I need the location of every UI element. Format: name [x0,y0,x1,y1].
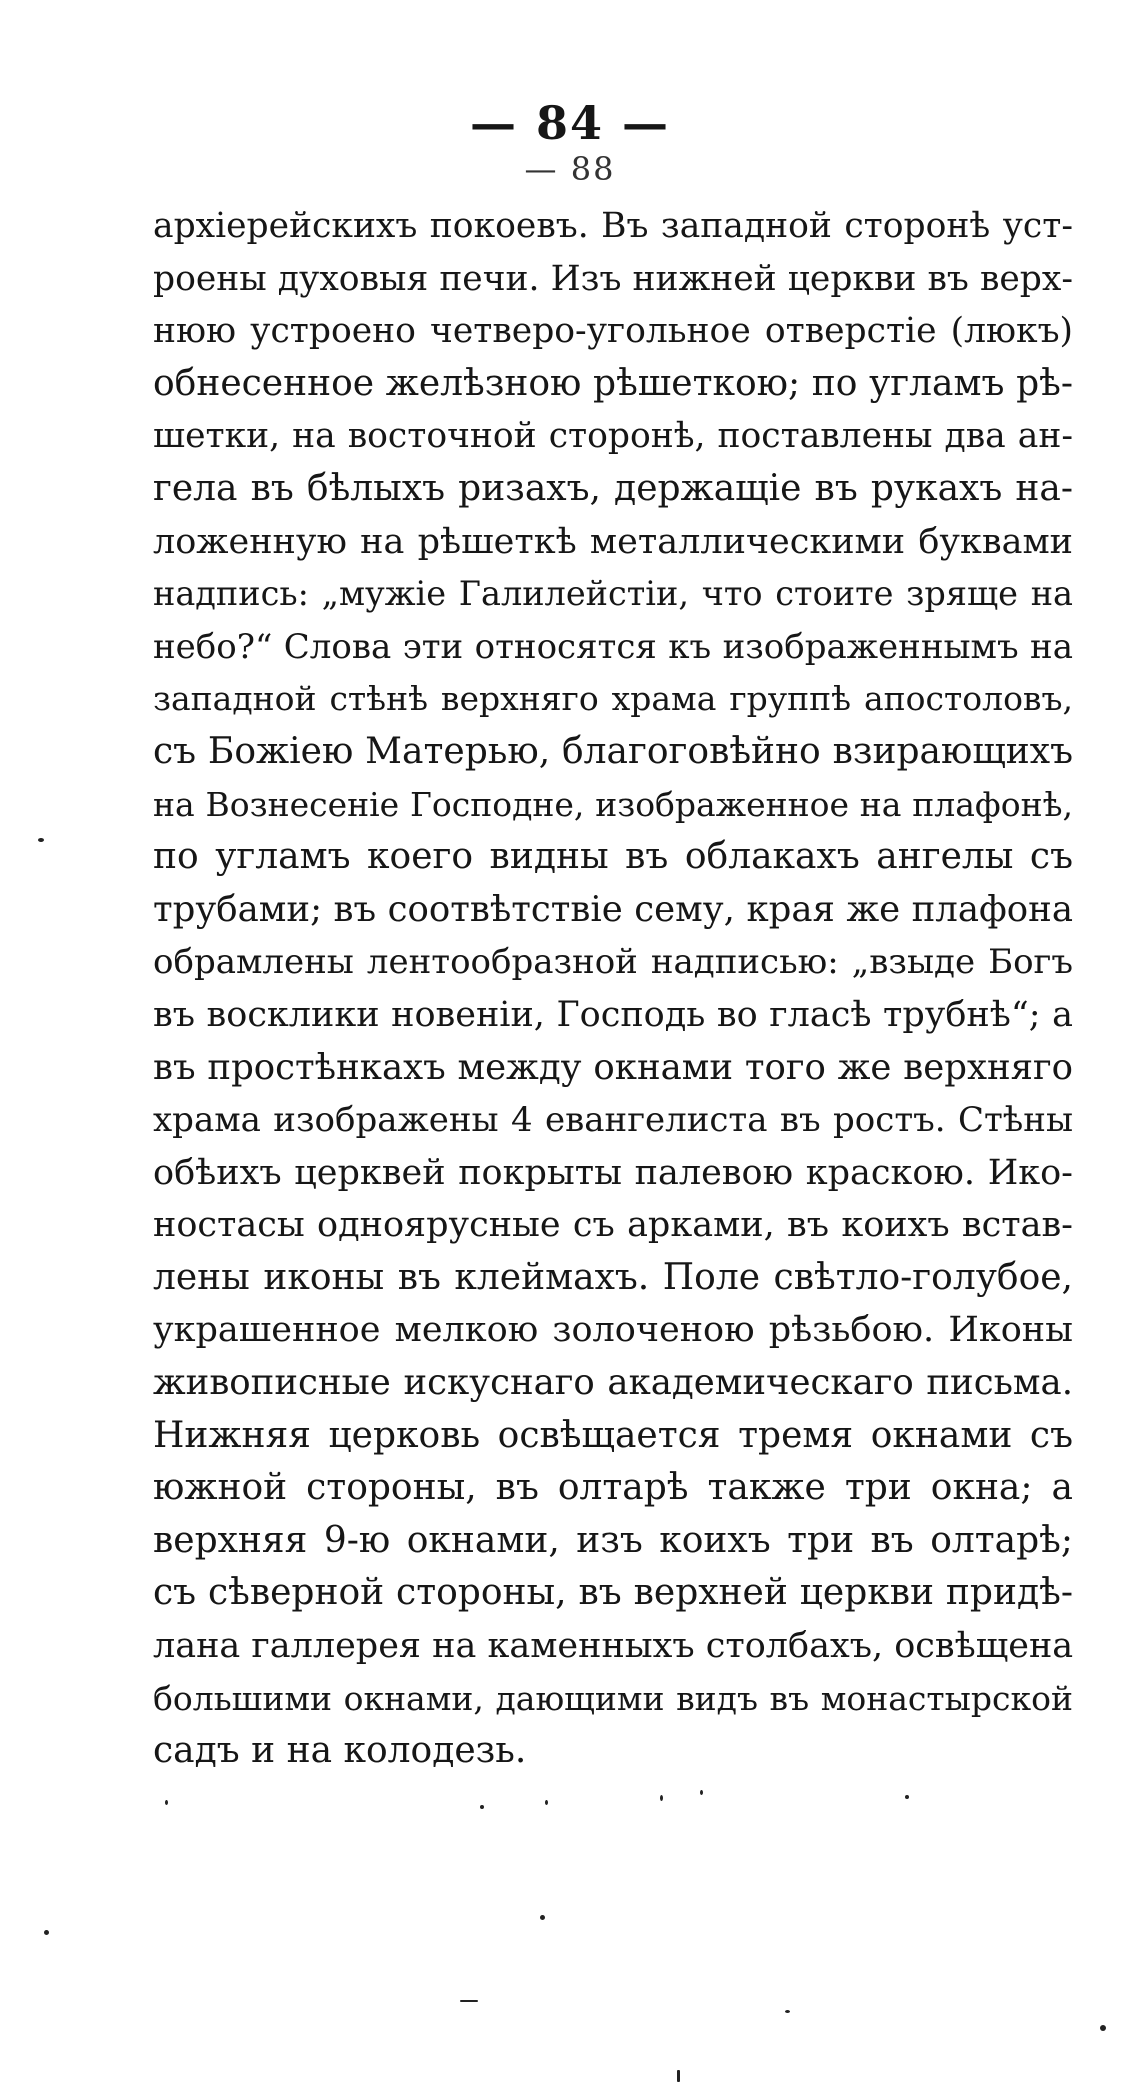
text-line: ностасы одноярусные съ арками, въ коихъ встав- [153,1205,1073,1246]
text-line: въ восклики новеніи, Господь во гласѣ трубнѣ“; а [153,994,1073,1035]
text-line: верхняя 9-ю окнами, изъ коихъ три въ олтарѣ; [153,1519,1073,1561]
scan-speck [785,2010,790,2013]
scan-speck [460,2000,478,2002]
text-line: на Вознесеніе Господне, изображенное на плафонѣ, [153,784,1073,824]
text-line: трубами; въ соотвѣтствіе сему, края же плафона [153,888,1073,930]
scan-speck [545,1800,548,1805]
text-line: Нижняя церковь освѣщается тремя окнами съ [153,1414,1073,1456]
text-line: роены духовыя печи. Изъ нижней церкви въ верх- [153,258,1073,299]
text-line: небо?“ Слова эти относятся къ изображеннымъ на [153,626,1073,667]
scan-speck [1100,2025,1106,2031]
text-line: храма изображены 4 евангелиста въ ростъ. Стѣны [153,1100,1073,1141]
text-line: по угламъ коего видны въ облакахъ ангелы съ [153,836,1073,878]
text-line: надпись: „мужіе Галилейстіи, что стоите зряще на [153,574,1073,614]
text-line: украшенное мелкою золоченою рѣзьбою. Иконы [153,1310,1073,1351]
text-line: обрамлены лентообразной надписью: „взыде Богъ [153,942,1073,983]
text-line: ложенную на рѣшеткѣ металлическими буквами [153,521,1073,562]
text-line: большими окнами, дающими видъ въ монастырской [153,1678,1073,1718]
text-line: архіерейскихъ покоевъ. Въ западной сторонѣ уст- [153,206,1073,246]
text-line: южной стороны, въ олтарѣ также три окна; а [153,1467,1073,1509]
text-line: обѣихъ церквей покрыты палевою краскою. Ико- [153,1152,1073,1193]
scan-speck [700,1790,703,1795]
body-text [153,200,1073,1778]
text-line: обнесенное желѣзною рѣшеткою; по угламъ рѣ- [153,362,1073,404]
page-number: — 84 — [469,96,671,150]
scan-speck [38,838,44,842]
scan-speck [165,1800,168,1805]
text-line: въ простѣнкахъ между окнами того же верхняго [153,1046,1073,1088]
text-line: живописные искуснаго академическаго письма. [153,1362,1073,1404]
scan-speck [44,1930,49,1935]
text-line: шетки, на восточной сторонѣ, поставлены два ан- [153,416,1073,457]
text-line: лены иконы въ клеймахъ. Поле свѣтло-голубое, [153,1256,1073,1298]
scan-speck [677,2070,680,2082]
text-line: нюю устроено четверо-угольное отверстіе (люкъ) [153,311,1073,352]
scan-speck [540,1915,545,1920]
text-line: гела въ бѣлыхъ ризахъ, держащіе въ рукахъ на- [153,467,1073,509]
text-line: съ Божіею Матерью, благоговѣйно взирающихъ [153,730,1073,772]
text-line: западной стѣнѣ верхняго храма группѣ апостоловъ, [153,679,1073,719]
text-line: лана галлерея на каменныхъ столбахъ, освѣщена [153,1626,1073,1667]
text-line: садъ и на колодезь. [153,1730,527,1772]
old-page-number: — 88 [524,150,616,188]
scan-speck [480,1805,484,1809]
text-line: съ сѣверной стороны, въ верхней церкви придѣ- [153,1572,1073,1614]
scan-speck [660,1795,663,1801]
scan-speck [905,1795,909,1799]
